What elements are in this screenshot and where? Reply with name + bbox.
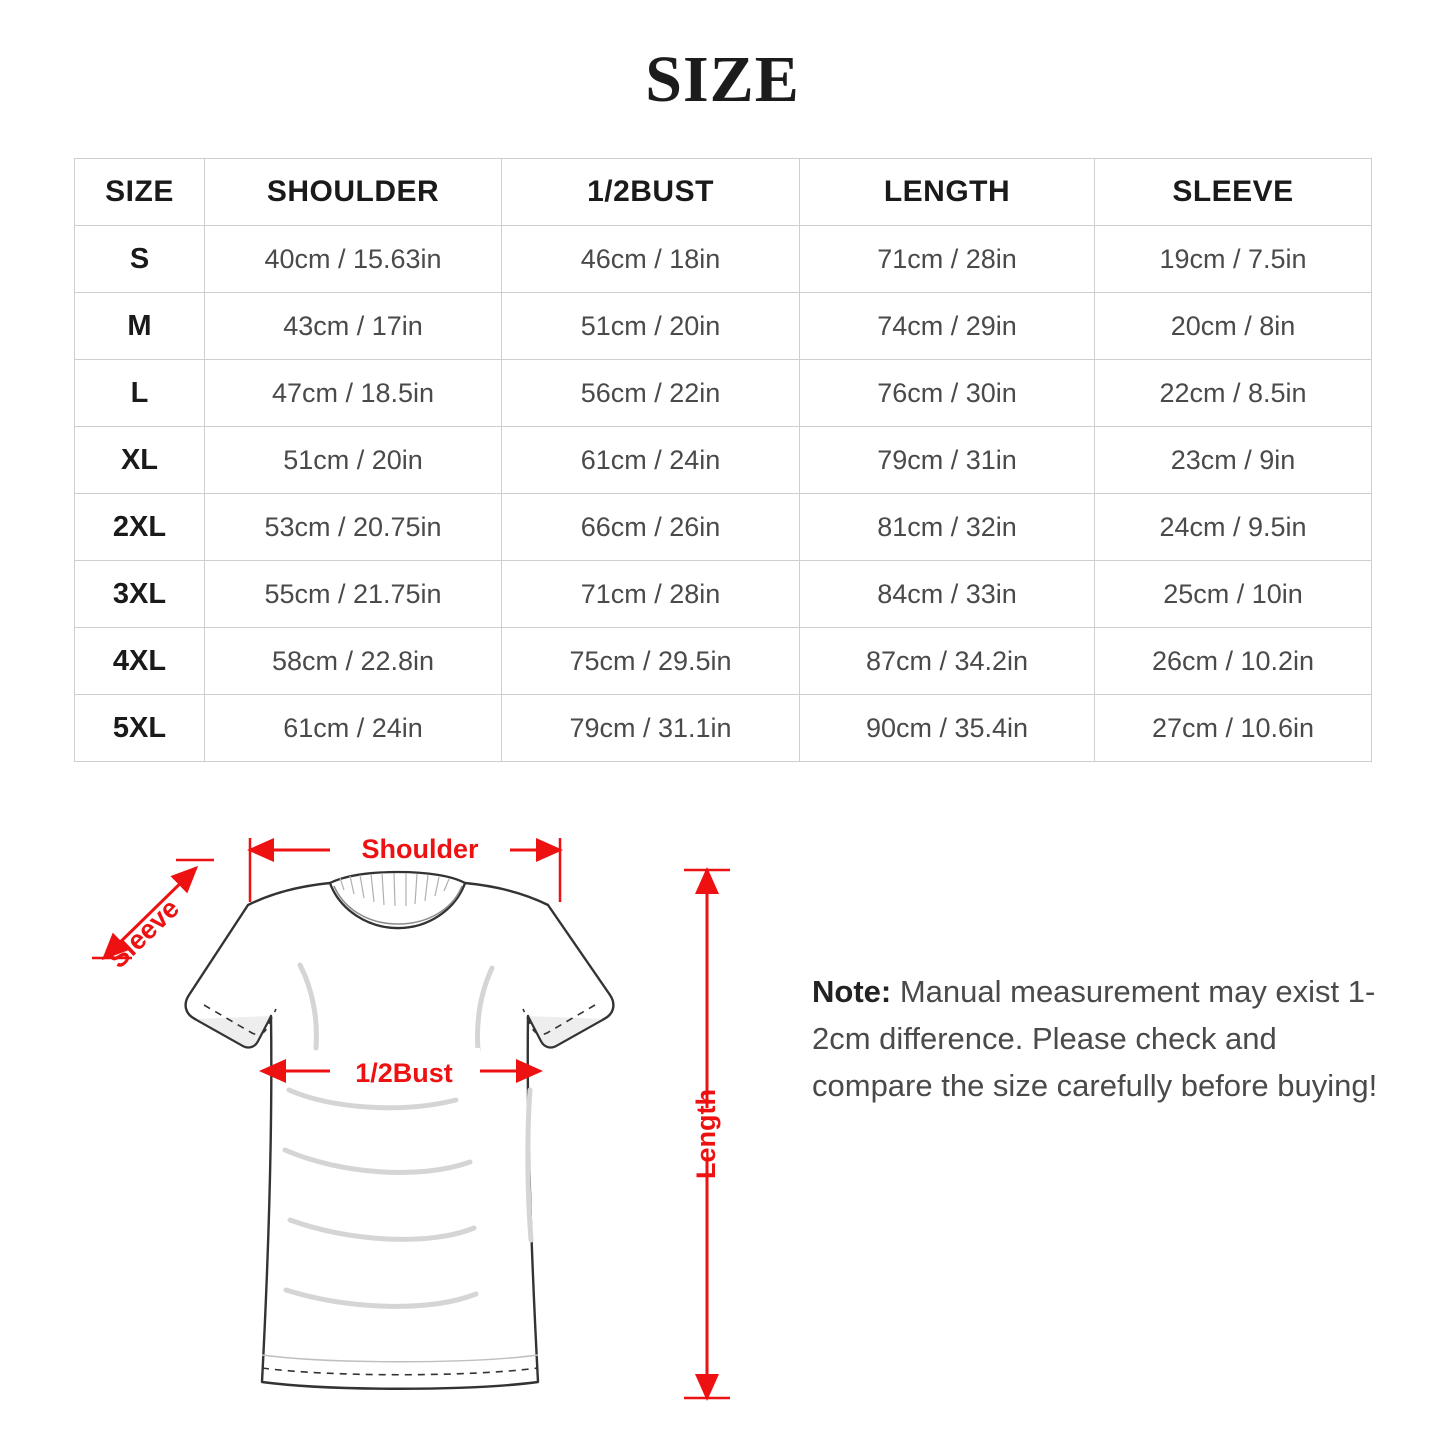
table-row	[75, 427, 1372, 494]
cell-shoulder: 55cm / 21.75in	[205, 561, 502, 628]
cell-length: 90cm / 35.4in	[800, 695, 1095, 762]
cell-sleeve: 23cm / 9in	[1095, 427, 1372, 494]
cell-shoulder: 47cm / 18.5in	[205, 360, 502, 427]
cell-bust: 56cm / 22in	[502, 360, 800, 427]
cell-sleeve: 24cm / 9.5in	[1095, 494, 1372, 561]
cell-sleeve: 22cm / 8.5in	[1095, 360, 1372, 427]
cell-bust: 61cm / 24in	[502, 427, 800, 494]
cell-length: 79cm / 31in	[800, 427, 1095, 494]
table-row	[75, 293, 1372, 360]
cell-size: M	[75, 293, 205, 360]
note-prefix: Note:	[812, 974, 892, 1009]
sleeve-dimension	[92, 860, 214, 974]
cell-shoulder: 51cm / 20in	[205, 427, 502, 494]
column-header-shoulder: SHOULDER	[205, 159, 502, 226]
cell-shoulder: 61cm / 24in	[205, 695, 502, 762]
table-row	[75, 360, 1372, 427]
tshirt-measurement-diagram	[0, 790, 800, 1430]
cell-size: 3XL	[75, 561, 205, 628]
column-header-bust: 1/2BUST	[502, 159, 800, 226]
cell-size: XL	[75, 427, 205, 494]
cell-length: 84cm / 33in	[800, 561, 1095, 628]
cell-length: 81cm / 32in	[800, 494, 1095, 561]
table-row	[75, 494, 1372, 561]
cell-size: 4XL	[75, 628, 205, 695]
cell-sleeve: 20cm / 8in	[1095, 293, 1372, 360]
shoulder-label: Shoulder	[361, 834, 479, 864]
cell-bust: 71cm / 28in	[502, 561, 800, 628]
cell-bust: 75cm / 29.5in	[502, 628, 800, 695]
cell-sleeve: 27cm / 10.6in	[1095, 695, 1372, 762]
cell-shoulder: 53cm / 20.75in	[205, 494, 502, 561]
cell-bust: 46cm / 18in	[502, 226, 800, 293]
cell-sleeve: 25cm / 10in	[1095, 561, 1372, 628]
table-row	[75, 695, 1372, 762]
length-dimension	[684, 870, 732, 1398]
cell-size: L	[75, 360, 205, 427]
cell-size: 5XL	[75, 695, 205, 762]
note-block	[812, 968, 1392, 1109]
cell-shoulder: 58cm / 22.8in	[205, 628, 502, 695]
table-row	[75, 561, 1372, 628]
column-header-size: SIZE	[75, 159, 205, 226]
tshirt-illustration	[186, 872, 614, 1389]
table-row	[75, 628, 1372, 695]
cell-shoulder: 43cm / 17in	[205, 293, 502, 360]
page-title: SIZE	[645, 43, 800, 116]
column-header-length: LENGTH	[800, 159, 1095, 226]
cell-shoulder: 40cm / 15.63in	[205, 226, 502, 293]
table-row	[75, 226, 1372, 293]
cell-sleeve: 26cm / 10.2in	[1095, 628, 1372, 695]
cell-length: 71cm / 28in	[800, 226, 1095, 293]
column-header-sleeve: SLEEVE	[1095, 159, 1372, 226]
cell-bust: 66cm / 26in	[502, 494, 800, 561]
bust-label: 1/2Bust	[355, 1058, 453, 1088]
cell-size: 2XL	[75, 494, 205, 561]
cell-length: 74cm / 29in	[800, 293, 1095, 360]
cell-bust: 51cm / 20in	[502, 293, 800, 360]
sleeve-label: Sleeve	[102, 893, 185, 975]
note-text: Manual measurement may exist 1-2cm difference. Please check and compare the size carefully before buying!	[812, 974, 1378, 1104]
table-header-row	[75, 159, 1372, 226]
cell-length: 87cm / 34.2in	[800, 628, 1095, 695]
cell-length: 76cm / 30in	[800, 360, 1095, 427]
cell-size: S	[75, 226, 205, 293]
length-label: Length	[691, 1089, 721, 1179]
size-table	[74, 158, 1372, 762]
cell-bust: 79cm / 31.1in	[502, 695, 800, 762]
cell-sleeve: 19cm / 7.5in	[1095, 226, 1372, 293]
